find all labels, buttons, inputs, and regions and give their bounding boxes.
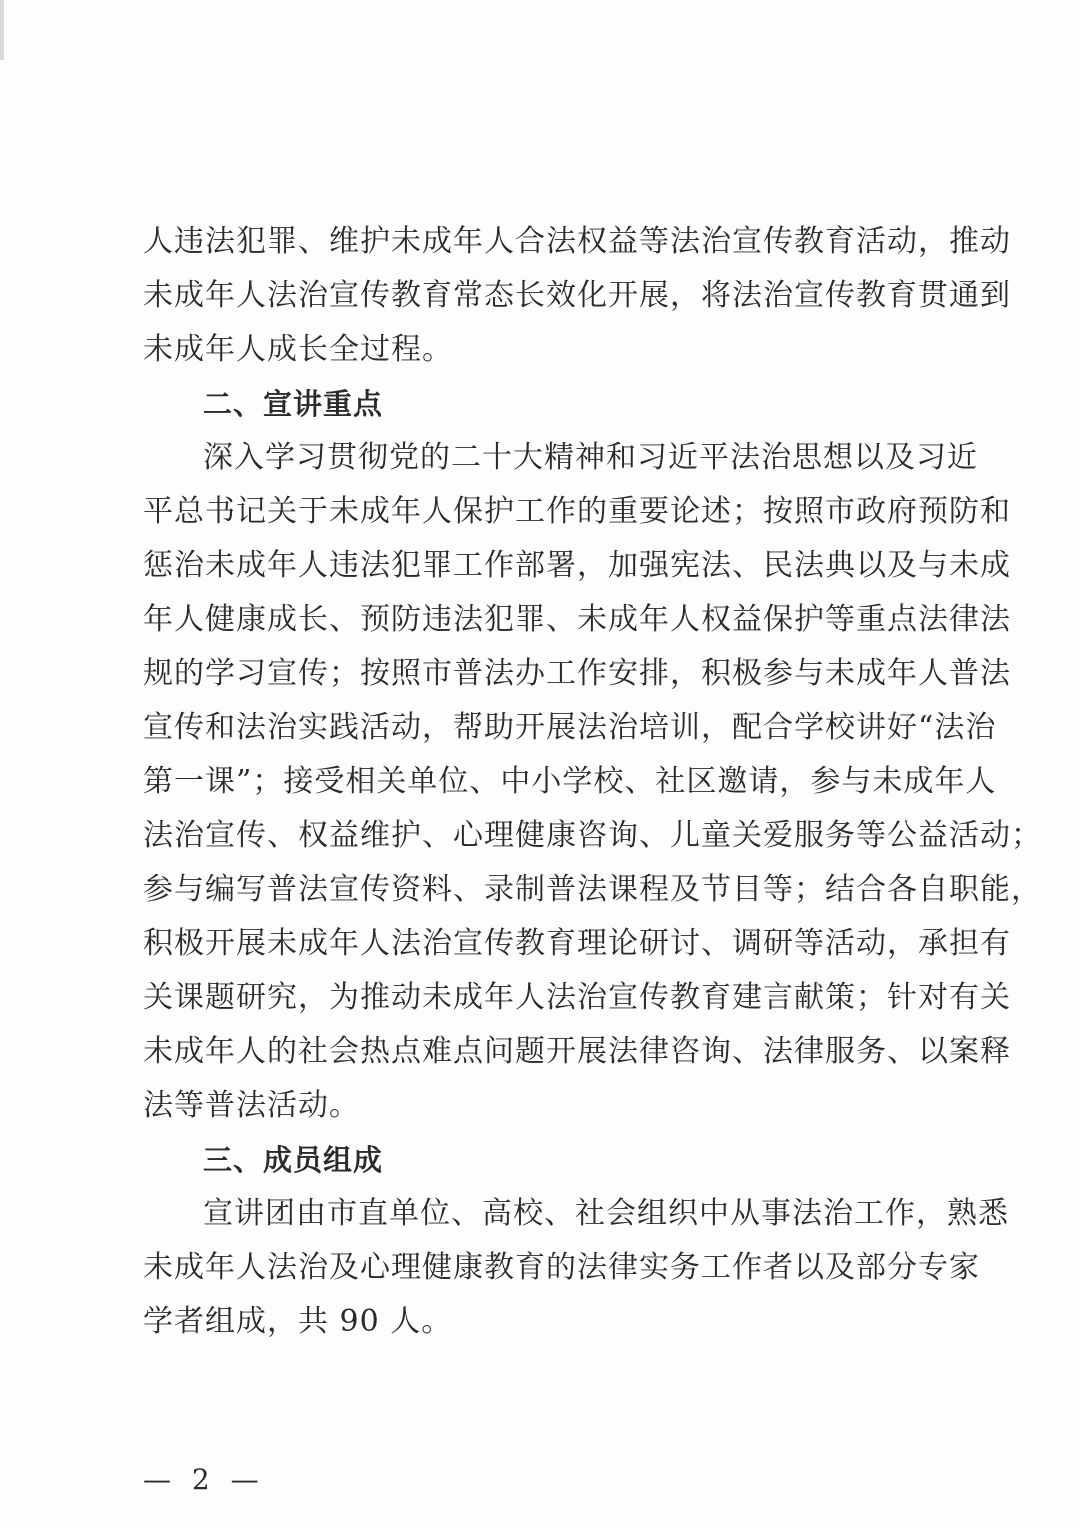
body-line: 学者组成，共 90 人。: [143, 1304, 453, 1339]
body-line: 宣传和法治实践活动，帮助开展法治培训，配合学校讲好“法治: [143, 710, 997, 745]
body-line: 参与编写普法宣传资料、录制普法课程及节目等；结合各自职能，: [143, 872, 1042, 907]
scan-edge-mark: [0, 0, 4, 60]
body-line: 年人健康成长、预防违法犯罪、未成年人权益保护等重点法律法: [143, 602, 1011, 637]
paragraph-first-line: 宣讲团由市直单位、高校、社会组织中从事法治工作，熟悉: [203, 1196, 1009, 1231]
document-body: [143, 215, 1042, 1349]
section-heading-3: 三、成员组成: [203, 1143, 384, 1177]
body-line: 未成年人的社会热点难点问题开展法律咨询、法律服务、以案释: [143, 1034, 1011, 1069]
body-line: 规的学习宣传；按照市普法办工作安排，积极参与未成年人普法: [143, 656, 1011, 691]
body-line: 未成年人法治宣传教育常态长效化开展，将法治宣传教育贯通到: [143, 278, 1011, 313]
body-line: 法治宣传、权益维护、心理健康咨询、儿童关爱服务等公益活动；: [143, 818, 1042, 853]
body-line: 积极开展未成年人法治宣传教育理论研讨、调研等活动，承担有: [143, 926, 1011, 961]
body-line: 惩治未成年人违法犯罪工作部署，加强宪法、民法典以及与未成: [143, 548, 1011, 583]
page-number: — 2 —: [143, 1463, 265, 1496]
body-line: 未成年人成长全过程。: [143, 332, 453, 367]
body-line: 未成年人法治及心理健康教育的法律实务工作者以及部分专家: [143, 1250, 980, 1285]
body-line: 人违法犯罪、维护未成年人合法权益等法治宣传教育活动，推动: [143, 224, 1011, 259]
body-line: 关课题研究，为推动未成年人法治宣传教育建言献策；针对有关: [143, 980, 1011, 1015]
body-line: 法等普法活动。: [143, 1088, 360, 1123]
body-line: 第一课”；接受相关单位、中小学校、社区邀请，参与未成年人: [143, 764, 997, 799]
paragraph-first-line: 深入学习贯彻党的二十大精神和习近平法治思想以及习近: [203, 440, 978, 475]
body-line: 平总书记关于未成年人保护工作的重要论述；按照市政府预防和: [143, 494, 1011, 529]
section-heading-2: 二、宣讲重点: [203, 387, 384, 421]
